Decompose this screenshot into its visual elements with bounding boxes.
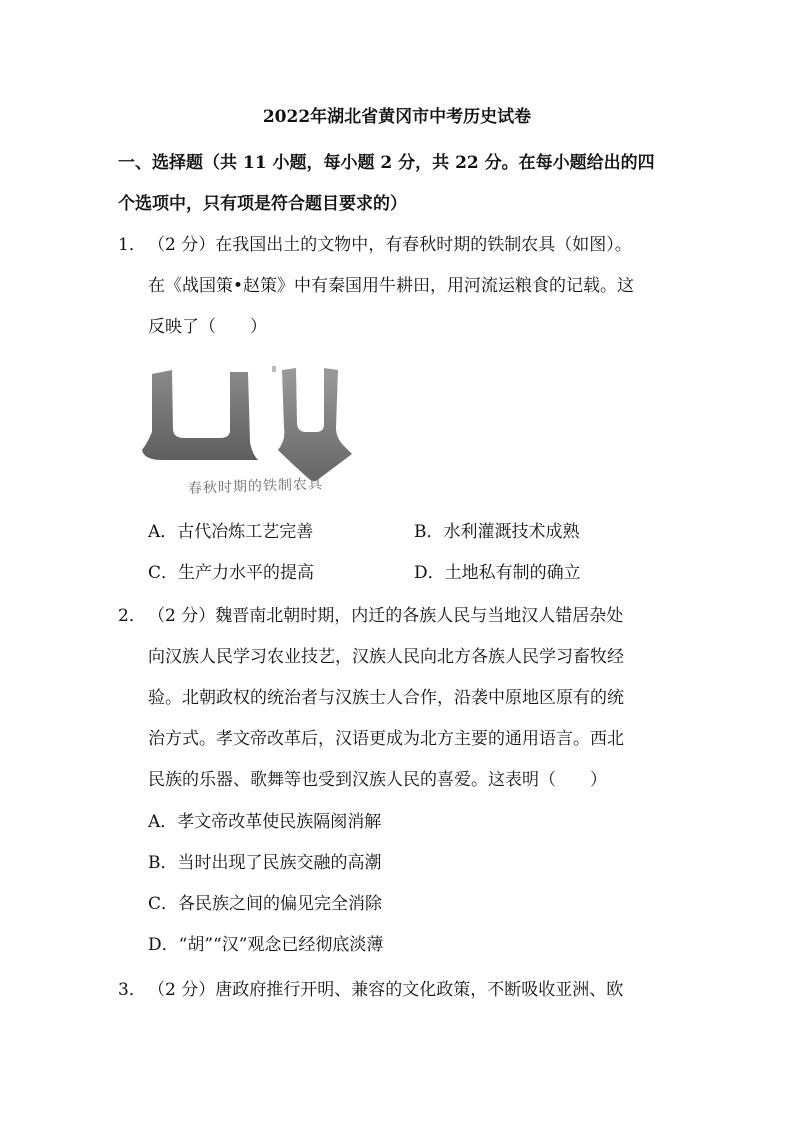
right-tool-shape: [278, 368, 352, 481]
question-2-line-5: 民族的乐器、歌舞等也受到汉族人民的喜爱。这表明（ ）: [148, 770, 607, 790]
question-1-stem: [148, 225, 688, 348]
left-tool-shape: [142, 370, 258, 460]
question-2-line-4: 治方式。孝文帝改革后，汉语更成为北方主要的通用语言。西北: [148, 729, 624, 749]
question-2-line-3: 验。北朝政权的统治者与汉族士人合作，沿袭中原地区原有的统: [148, 688, 624, 708]
question-3-number: 3．: [118, 980, 146, 1000]
question-2-option-a[interactable]: A．孝文帝改革使民族隔阂消解: [148, 812, 382, 832]
question-3-line-1: （2 分）唐政府推行开明、兼容的文化政策，不断吸收亚洲、欧: [148, 980, 624, 1000]
section-heading-line-1: 一、选择题（共 11 小题，每小题 2 分，共 22 分。在每小题给出的四: [118, 153, 655, 173]
question-2-option-d[interactable]: D．“胡”“汉”观念已经彻底淡薄: [148, 935, 384, 955]
question-1-option-b[interactable]: B．水利灌溉技术成熟: [414, 522, 580, 542]
question-1-line-2: 在《战国策•赵策》中有秦国用牛耕田，用河流运粮食的记载。这: [148, 276, 635, 296]
question-2-line-1: （2 分）魏晋南北朝时期，内迁的各族人民与当地汉人错居杂处: [148, 606, 624, 626]
section-heading: [118, 143, 688, 225]
section-heading-line-2: 个选项中，只有项是符合题目要求的）: [118, 194, 407, 214]
question-1-option-a[interactable]: A．古代冶炼工艺完善: [148, 522, 314, 542]
question-2-option-b[interactable]: B．当时出现了民族交融的高潮: [148, 853, 382, 873]
question-2-number: 2．: [118, 606, 146, 626]
figure-caption: 春秋时期的铁制农具: [187, 476, 324, 497]
background-smudge: [272, 366, 276, 372]
question-2-stem: [148, 596, 688, 801]
question-1-option-c[interactable]: C．生产力水平的提高: [148, 563, 315, 583]
page-title: 2022年湖北省黄冈市中考历史试卷: [262, 107, 532, 127]
question-1-option-d[interactable]: D．土地私有制的确立: [414, 563, 581, 583]
question-1-line-3: 反映了（ ）: [148, 317, 267, 337]
question-1-line-1: （2 分）在我国出土的文物中，有春秋时期的铁制农具（如图）。: [148, 235, 632, 255]
question-2-options: [148, 802, 383, 966]
question-2-option-c[interactable]: C．各民族之间的偏见完全消除: [148, 894, 383, 914]
question-3-stem: [148, 970, 688, 1011]
question-1-number: 1．: [118, 235, 146, 255]
question-2-line-2: 向汉族人民学习农业技艺，汉族人民向北方各族人民学习畜牧经: [148, 647, 624, 667]
